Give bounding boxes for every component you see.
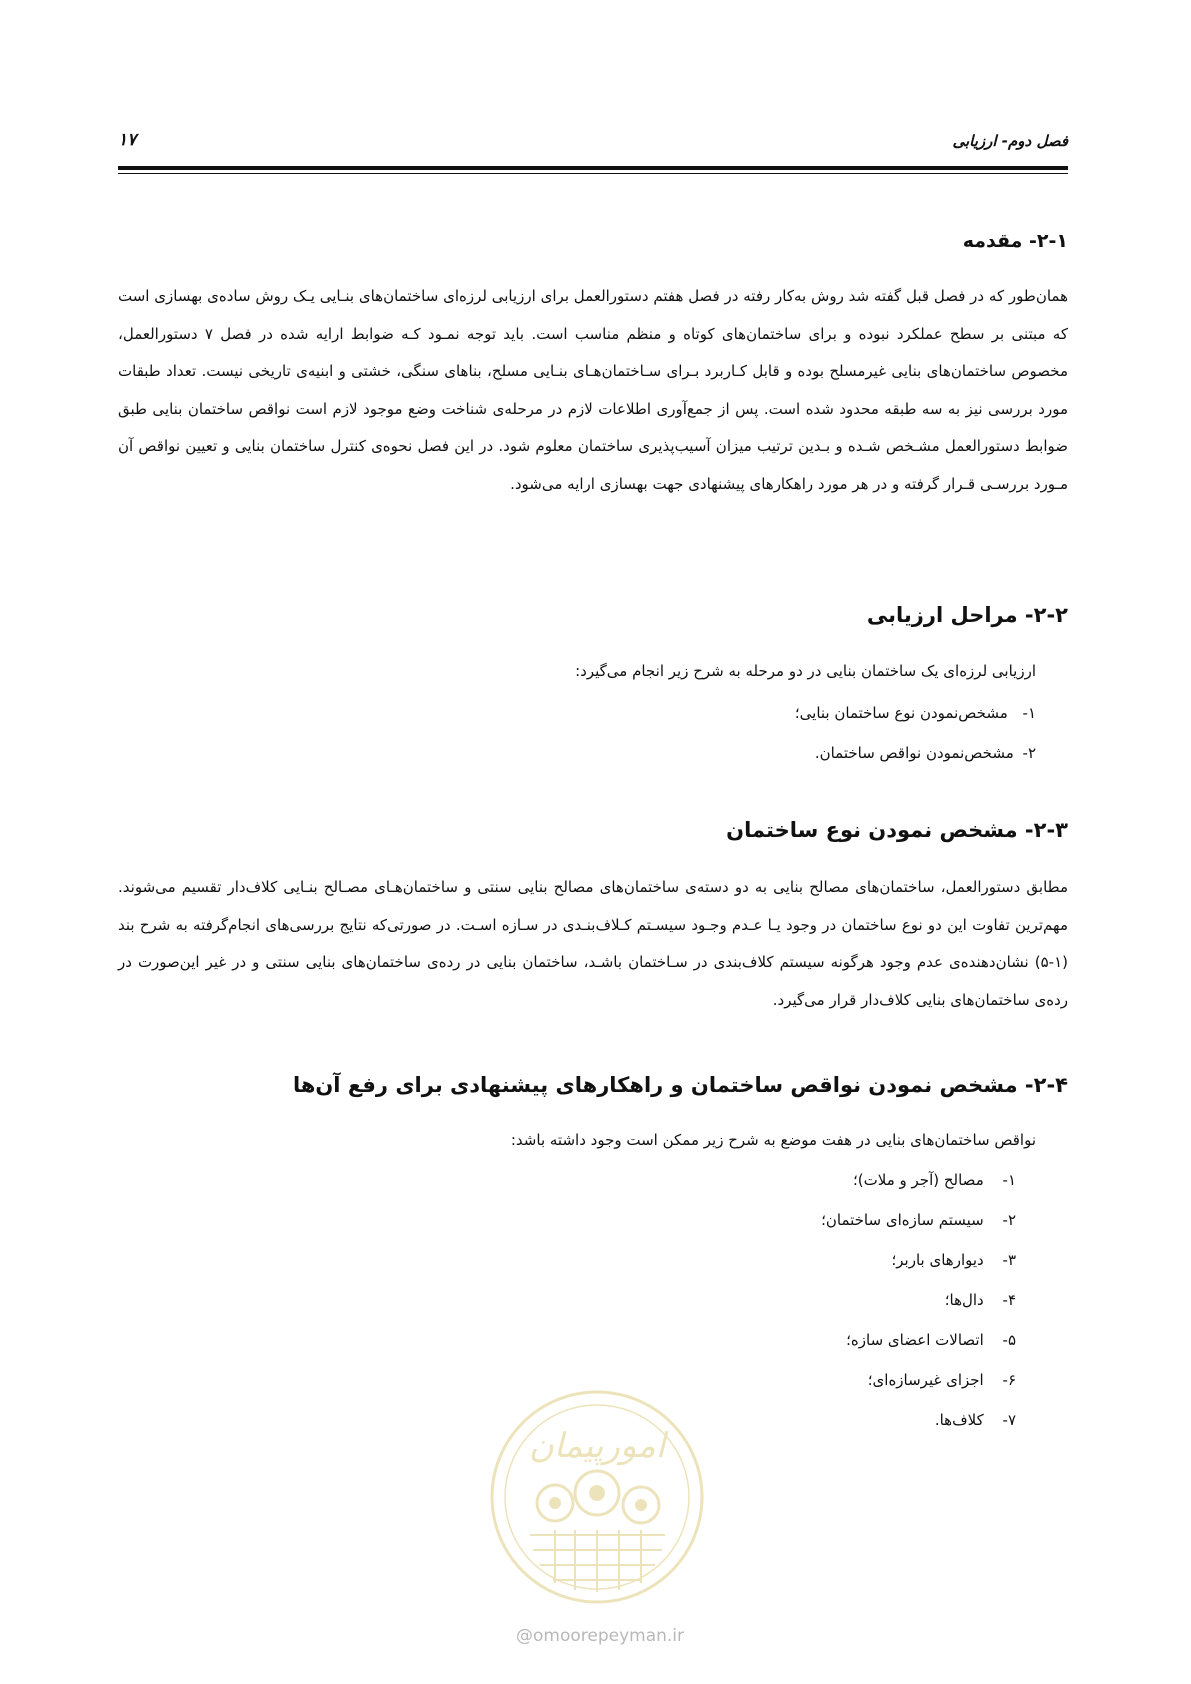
running-header xyxy=(118,132,1068,162)
list-item-number: ۴- xyxy=(1002,1291,1016,1309)
section-heading-introduction: ۲-۱- مقدمه xyxy=(962,230,1068,252)
section-paragraph-introduction: همان‌طور که در فصل قبل گفته شد روش به‌کار رفته در فصل هفتم دستورالعمل برای ارزیابی لرزه‌ای ساختمان‌های بنـایی یـک روش ساده‌ی بهسازی است که مبتنی بر سطح عملکرد نبوده و برای ساختمان‌های کوتاه و منظم مناسب است. باید توجه نمـود کـه ضوابط ارایه شده در فصل ۷ دستورالعمل، مخصوص ساختمان‌های بنایی غیرمسلح بوده و قابل کـاربرد بـرای سـاختمان‌هـای بنـایی مسلح، بناهای سنگی، خشتی و ابنیه‌ی تاریخی نیست. تعداد طبقات مورد بررسی نیز به سه طبقه محدود شده است. پس از جمع‌آوری اطلاعات لازم در مرحله‌ی شناخت وضع موجود لازم است نواقص ساختمان بنایی طبق ضوابط دستورالعمل مشـخص شـده و بـدین ترتیب میزان آسیب‌پذیری ساختمان معلوم شود. در این فصل نحوه‌ی کنترل ساختمان بنایی و تعیین نواقص آن مـورد بررسـی قـرار گرفته و در هر مورد راهکارهای پیشنهادی جهت بهسازی ارایه می‌شود. xyxy=(118,287,1068,493)
list-item-text: اتصالات اعضای سازه؛ xyxy=(846,1331,984,1349)
list-item xyxy=(815,744,1036,762)
list-item-number: ۶- xyxy=(1002,1371,1016,1389)
watermark-url: @omoorepeyman.ir xyxy=(515,1626,685,1646)
list-item-text: مشخص‌نمودن نواقص ساختمان. xyxy=(814,744,1014,762)
list-intro-evaluation-steps: ارزیابی لرزه‌ای یک ساختمان بنایی در دو مرحله به شرح زیر انجام می‌گیرد: xyxy=(575,662,1036,680)
list-intro-deficiencies: نواقص ساختمان‌های بنایی در هفت موضع به شرح زیر ممکن است وجود داشته باشد: xyxy=(510,1131,1036,1149)
list-item-number: ۷- xyxy=(1002,1411,1016,1429)
list-item xyxy=(846,1331,1016,1349)
list-item-number: ۳- xyxy=(1002,1251,1016,1269)
header-rule-thin xyxy=(118,173,1068,174)
list-item-number: ۱- xyxy=(1022,704,1036,722)
list-item-text: مصالح (آجر و ملات)؛ xyxy=(853,1171,984,1189)
section-heading-evaluation-steps: ۲-۲- مراحل ارزیابی xyxy=(866,603,1068,627)
list-item-text: دیوارهای باربر؛ xyxy=(891,1251,984,1269)
page-number: ۱۷ xyxy=(118,130,137,150)
list-item-text: کلاف‌ها. xyxy=(934,1411,984,1429)
list-item-text: سیستم سازه‌ای ساختمان؛ xyxy=(821,1211,984,1229)
list-item xyxy=(795,704,1036,722)
list-item xyxy=(853,1171,1016,1189)
header-rule-thick xyxy=(118,166,1068,170)
list-item-text: دال‌ها؛ xyxy=(944,1291,984,1309)
list-item-number: ۲- xyxy=(1022,744,1036,762)
list-item-number: ۵- xyxy=(1002,1331,1016,1349)
section-heading-deficiencies: ۲-۴- مشخص نمودن نواقص ساختمان و راهکارهای پیشنهادی برای رفع آن‌ها xyxy=(292,1073,1068,1097)
chapter-title: فصل دوم- ارزیابی xyxy=(952,132,1068,150)
section-heading-building-type: ۲-۳- مشخص نمودن نوع ساختمان xyxy=(726,818,1068,842)
watermark-logo-text: امورپیمان xyxy=(528,1426,666,1466)
list-item-number: ۲- xyxy=(1002,1211,1016,1229)
list-item-text: مشخص‌نمودن نوع ساختمان بنایی؛ xyxy=(794,704,1008,722)
list-item xyxy=(935,1411,1016,1429)
list-item-text: اجزای غیرسازه‌ای؛ xyxy=(867,1371,984,1389)
list-item xyxy=(945,1291,1016,1309)
list-item xyxy=(821,1211,1016,1229)
list-item xyxy=(892,1251,1016,1269)
list-item xyxy=(868,1371,1016,1389)
section-paragraph-building-type: مطابق دستورالعمل، ساختمان‌های مصالح بنایی به دو دسته‌ی ساختمان‌های مصالح بنایی سنتی و ساختمان‌هـای مصـالح بنـایی کلاف‌دار تقسیم می‌شوند. مهم‌ترین تفاوت این دو نوع ساختمان در وجود یـا عـدم وجـود سیسـتم کـلاف‌بنـدی در سـازه اسـت. در صورتی‌که نتایج بررسی‌های انجام‌گرفته به شرح بند (۱-۵) نشان‌دهنده‌ی عدم وجود هرگونه سیستم کلاف‌بندی در سـاختمان باشـد، ساختمان بنایی در رده‌ی ساختمان‌های بنایی سنتی و در غیر این‌صورت در رده‌ی ساختمان‌های بنایی کلاف‌دار قرار می‌گیرد. xyxy=(118,878,1068,1009)
watermark-logo xyxy=(485,1385,710,1610)
list-item-number: ۱- xyxy=(1002,1171,1016,1189)
